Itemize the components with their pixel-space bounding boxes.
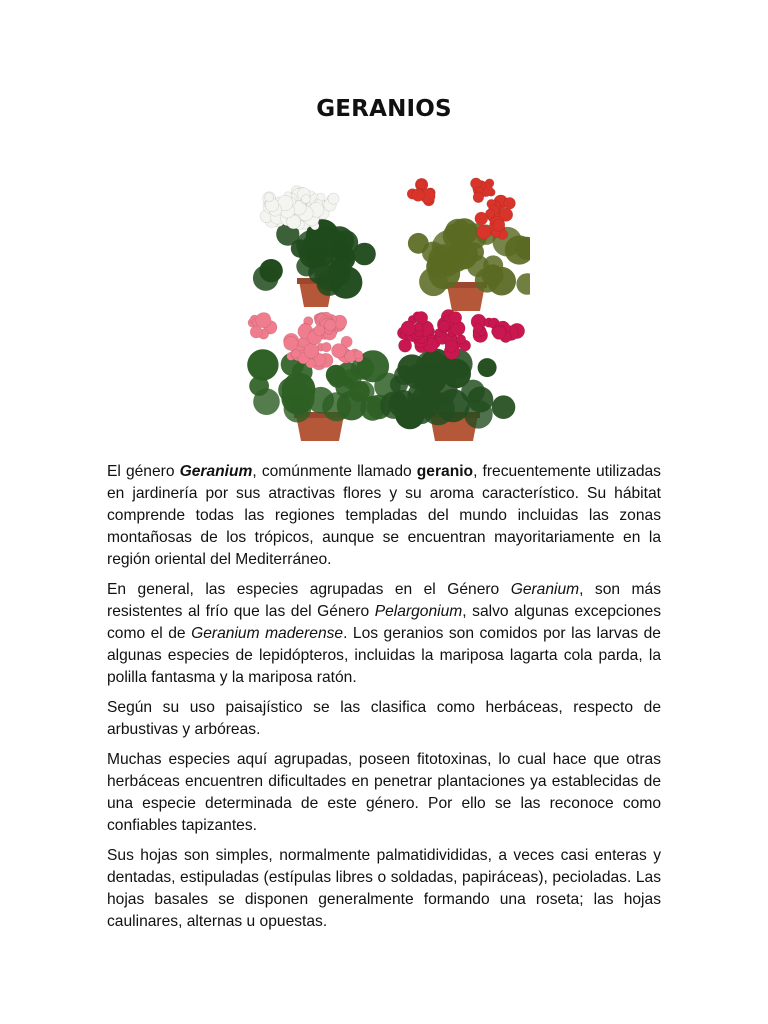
geranium-photo — [238, 143, 530, 445]
flower — [417, 180, 426, 189]
flower — [473, 324, 482, 333]
paragraph-1: El género Geranium, comúnmente llamado geranio, frecuentemente utilizadas en jardinería por sus atractivas flores y su aroma característico. Su hábitat comprende todas las regiones templadas del mundo incluidas las zonas montañosas de los trópicos, aunque se encuentran mayoritariamente en la región oriental del Mediterráneo. — [107, 463, 661, 568]
plant-pink — [247, 312, 401, 441]
flower — [354, 350, 363, 359]
flower — [265, 193, 274, 202]
leaf — [253, 388, 280, 415]
leaf — [451, 218, 478, 245]
flower — [493, 219, 505, 231]
flower — [415, 311, 428, 324]
flower — [322, 342, 332, 352]
flower — [256, 313, 271, 328]
leaf — [487, 267, 516, 296]
leaf — [349, 381, 370, 402]
flower — [284, 336, 298, 350]
paragraph-5: Sus hojas son simples, normalmente palmatidivididas, a veces casi enteras y dentadas, estipuladas (estípulas libres o soldadas, papiráceas), pecioladas. Las hojas basales se disponen generalmente formando una roseta; las hojas caulinares, alternas u opuestas. — [107, 847, 661, 930]
leaf — [414, 362, 447, 395]
page-title: GERANIOS — [316, 96, 452, 122]
flower — [304, 343, 319, 358]
leaf — [422, 242, 444, 264]
flower — [449, 312, 461, 324]
plant-magenta — [380, 309, 524, 441]
flower — [332, 344, 347, 359]
link-mariposa-lagarta[interactable]: mariposa lagarta cola parda — [439, 647, 639, 664]
flower — [439, 320, 450, 331]
link-polilla-fantasma[interactable]: polilla fantasma — [107, 669, 216, 686]
flower — [475, 212, 488, 225]
flower — [412, 189, 425, 202]
leaf — [516, 273, 530, 295]
leaf — [389, 392, 407, 410]
flower — [401, 321, 416, 336]
flower — [328, 193, 339, 204]
flower — [250, 326, 262, 338]
leaf — [291, 239, 309, 257]
flower — [292, 350, 301, 359]
leaf — [332, 242, 351, 261]
flower — [477, 225, 491, 239]
paragraph-2: En general, las especies agrupadas en el Género Geranium, son más resistentes al frío que las del Género Pelargonium, salvo algunas excepciones como el de Geranium maderense. Los geranios son comidos por las larvas de algunas especies de lepidópteros, incluidas la mariposa lagarta cola parda, la polilla fantasma y la mariposa ratón. — [107, 581, 662, 686]
flower — [473, 192, 484, 203]
leaf — [478, 358, 497, 377]
flower — [445, 340, 457, 352]
leaf — [461, 380, 485, 404]
paragraph-4: Muchas especies aquí agrupadas, poseen fitotoxinas, lo cual hace que otras herbáceas encuentren dificultades en penetrar plantaciones ya establecidas de una especie determinada de este género. Por ello se las reconoce como confiables tapizantes. — [107, 751, 661, 834]
flower — [492, 326, 505, 339]
plant-red — [407, 178, 530, 311]
leaf — [284, 395, 312, 423]
paragraph-3: Según su uso paisajístico se las clasifica como herbáceas, respecto de arbustivas y arbóreas. — [107, 699, 661, 738]
link-mariposa-raton[interactable]: mariposa ratón — [248, 669, 353, 686]
leaf — [492, 395, 516, 419]
common-name: geranio — [416, 463, 474, 480]
flower — [314, 325, 325, 336]
flower — [302, 195, 311, 204]
article-body — [107, 461, 661, 941]
flower — [324, 319, 336, 331]
leaf — [247, 349, 278, 380]
genus-name: Geranium — [179, 463, 253, 480]
plant-white — [253, 186, 376, 307]
geranium-illustration — [238, 143, 530, 445]
link-jardineria[interactable]: jardinería — [132, 485, 198, 502]
flower — [504, 197, 516, 209]
leaf — [259, 259, 282, 282]
leaf — [390, 375, 408, 393]
